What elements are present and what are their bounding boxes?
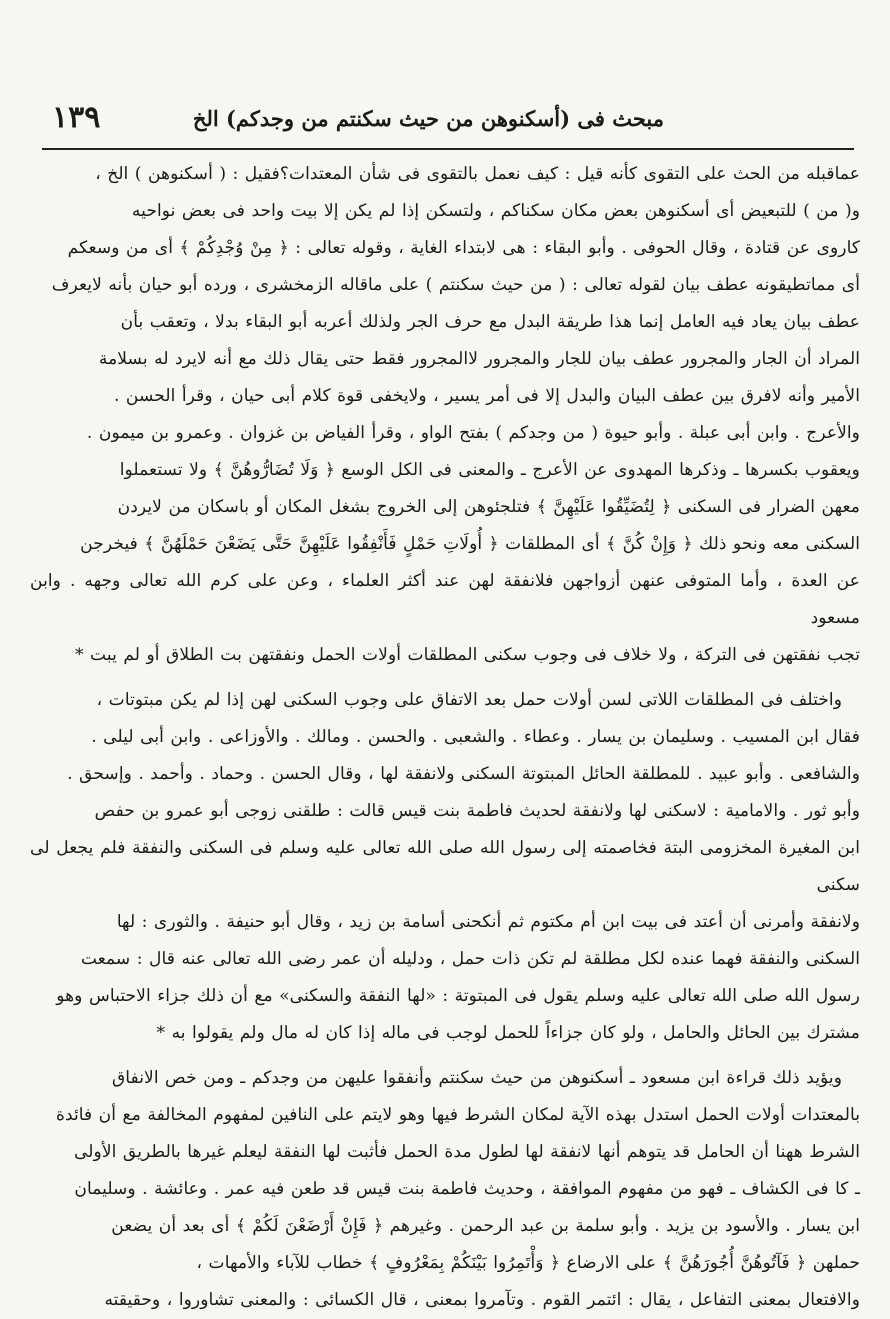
text-line: والشافعى . وأبو عبيد . للمطلقة الحائل المبتوتة السكنى ولانفقة لها ، وقال الحسن . وحماد . وأحمد . وإسحق . [67,764,860,784]
text-line: ابن يسار . والأسود بن يزيد . وأبو سلمة بن عبد الرحمن . وغيرهم ﴿ فَإِنْ أَرْضَعْنَ لَكُمْ ﴾ أى بعد أن يضعن [111,1216,860,1236]
page-header [42,100,854,150]
text-line: الأمير وأنه لافرق بين عطف البيان والبدل إلا فى أمر يسير ، ولايخفى قوة كلام أبى حيان ، وقرأ الحسن . [113,386,860,406]
text-line: المراد أن الجار والمجرور عطف بيان للجار والمجرور لاالمجرور فقط حتى يقال ذلك مع أنه لايرد له بسلامة [98,349,860,369]
text-line: بالمعتدات أولات الحمل استدل بهذه الآية لمكان الشرط فيها وهو لايتم على النافين لمفهوم المخالفة مع أن فائدة [55,1105,860,1125]
body-text [30,156,860,1319]
text-line: والأعرج . وابن أبى عبلة . وأبو حيوة ( من وجدكم ) بفتح الواو ، وقرأ الفياض بن غزوان . وعمرو بن ميمون . [86,423,860,443]
text-line: الشرط ههنا أن الحامل قد يتوهم أنها لانفقة لها لطول مدة الحمل فأثبت لها النفقة ليعلم غيرها بالطريق الأولى [73,1142,860,1162]
text-line: وأبو ثور . والامامية : لاسكنى لها ولانفقة لحديث فاطمة بنت قيس قالت : طلقنى زوجى أبو عمرو بن حفص [94,801,860,821]
text-line: واختلف فى المطلقات اللاتى لسن أولات حمل بعد الاتفاق على وجوب السكنى لهن إذا لم يكن مبتوتات ، [96,690,842,710]
text-line: عماقبله من الحث على التقوى كأنه قيل : كيف نعمل بالتقوى فى شأن المعتدات؟فقيل : ( أسكنوهن ) الخ ، [95,164,860,184]
page-number: ١٣٩ [52,100,101,135]
text-line: عطف بيان يعاد فيه العامل إنما هذا طريقة البدل مع حرف الجر ولذلك أعربه أبو البقاء بدلا ، وتعقب بأن [120,312,860,332]
text-line: ولانفقة وأمرنى أن أعتد فى بيت ابن أم مكتوم ثم أنكحنى أسامة بن زيد ، وقال أبو حنيفة . والثورى : لها [116,912,860,932]
text-line: حملهن ﴿ فَآتُوهُنَّ أُجُورَهُنَّ ﴾ على الارضاع ﴿ وَأْتَمِرُوا بَيْنَكُمْ بِمَعْرُوفٍ ﴾ خطاب للآباء والأمهات ، [196,1253,860,1273]
text-line: تجب نفقتهن فى التركة ، ولا خلاف فى وجوب سكنى المطلقات أولات الحمل ونفقتهن بت الطلاق أو لم يبت * [74,645,860,665]
text-line: كاروى عن قتادة ، وقال الحوفى . وأبو البقاء : هى لابتداء الغاية ، وقوله تعالى : ﴿ مِنْ وُجْدِكُمْ ﴾ أى من وسعكم [67,238,860,258]
text-line: ويؤيد ذلك قراءة ابن مسعود ـ أسكنوهن من حيث سكنتم وأنفقوا عليهن من وجدكم ـ ومن خص الانفاق [111,1068,842,1088]
text-line: معهن الضرار فى السكنى ﴿ لِتُضَيِّقُوا عَلَيْهِنَّ ﴾ فتلجئوهن إلى الخروج بشغل المكان أو باسكان من لايردن [117,497,860,517]
text-line: و( من ) للتبعيض أى أسكنوهن بعض مكان سكناكم ، ولتسكن إذا لم يكن إلا بيت واحد فى بعض نواحيه [131,201,860,221]
text-line: ابن المغيرة المخزومى البتة فخاصمته إلى رسول الله صلى الله تعالى عليه وسلم فى السكنى والنفقة فلم يجعل لى سكنى [30,838,860,895]
text-line: ـ كا فى الكشاف ـ فهو من مفهوم الموافقة ، وحديث فاطمة بنت قيس قد طعن فيه عمر . وعائشة . وسليمان [74,1179,860,1199]
text-line: رسول الله صلى الله تعالى عليه وسلم يقول فى المبتوتة : «لها النفقة والسكنى» مع أن ذلك جزاء الاحتباس وهو [56,986,860,1006]
text-line: فقال ابن المسيب . وسليمان بن يسار . وعطاء . والشعبى . والحسن . ومالك . والأوزاعى . وابن أبى ليلى . [91,727,860,747]
running-title: مبحث فى (أسكنوهن من حيث سكنتم من وجدكم) الخ [192,106,664,131]
text-line: ويعقوب بكسرها ـ وذكرها المهدوى عن الأعرج ـ والمعنى فى الكل الوسع ﴿ وَلَا تُضَارُّوهُنَّ ﴾ ولا تستعملوا [119,460,860,480]
text-line: السكنى معه ونحو ذلك ﴿ وَإِنْ كُنَّ ﴾ أى المطلقات ﴿ أُولَاتِ حَمْلٍ فَأَنْفِقُوا عَلَيْهِنَّ حَتَّى يَضَعْنَ حَمْلَهُنَّ ﴾ فيخرجن [80,534,860,554]
text-line: عن العدة ، وأما المتوفى عنهن أزواجهن فلانفقة لهن عند أكثر العلماء ، وعن على كرم الله تعالى وجهه . وابن مسعود [30,571,860,628]
text-line: والافتعال بمعنى التفاعل ، يقال : ائتمر القوم . وتآمروا بمعنى ، قال الكسائى : والمعنى تشاوروا ، وحقيقته [104,1290,860,1310]
text-line: السكنى والنفقة فهما عنده لكل مطلقة لم تكن ذات حمل ، ودليله أن عمر رضى الله تعالى عنه قال : سمعت [80,949,860,969]
text-line: أى مماتطيقونه عطف بيان لقوله تعالى : ( من حيث سكنتم ) على ماقاله الزمخشرى ، ورده أبو حيان بأنه لايعرف [51,275,860,295]
text-line: مشترك بين الحائل والحامل ، ولو كان جزاءاً للحمل لوجب فى ماله إذا كان له مال ولم يقولوا به * [156,1023,860,1043]
